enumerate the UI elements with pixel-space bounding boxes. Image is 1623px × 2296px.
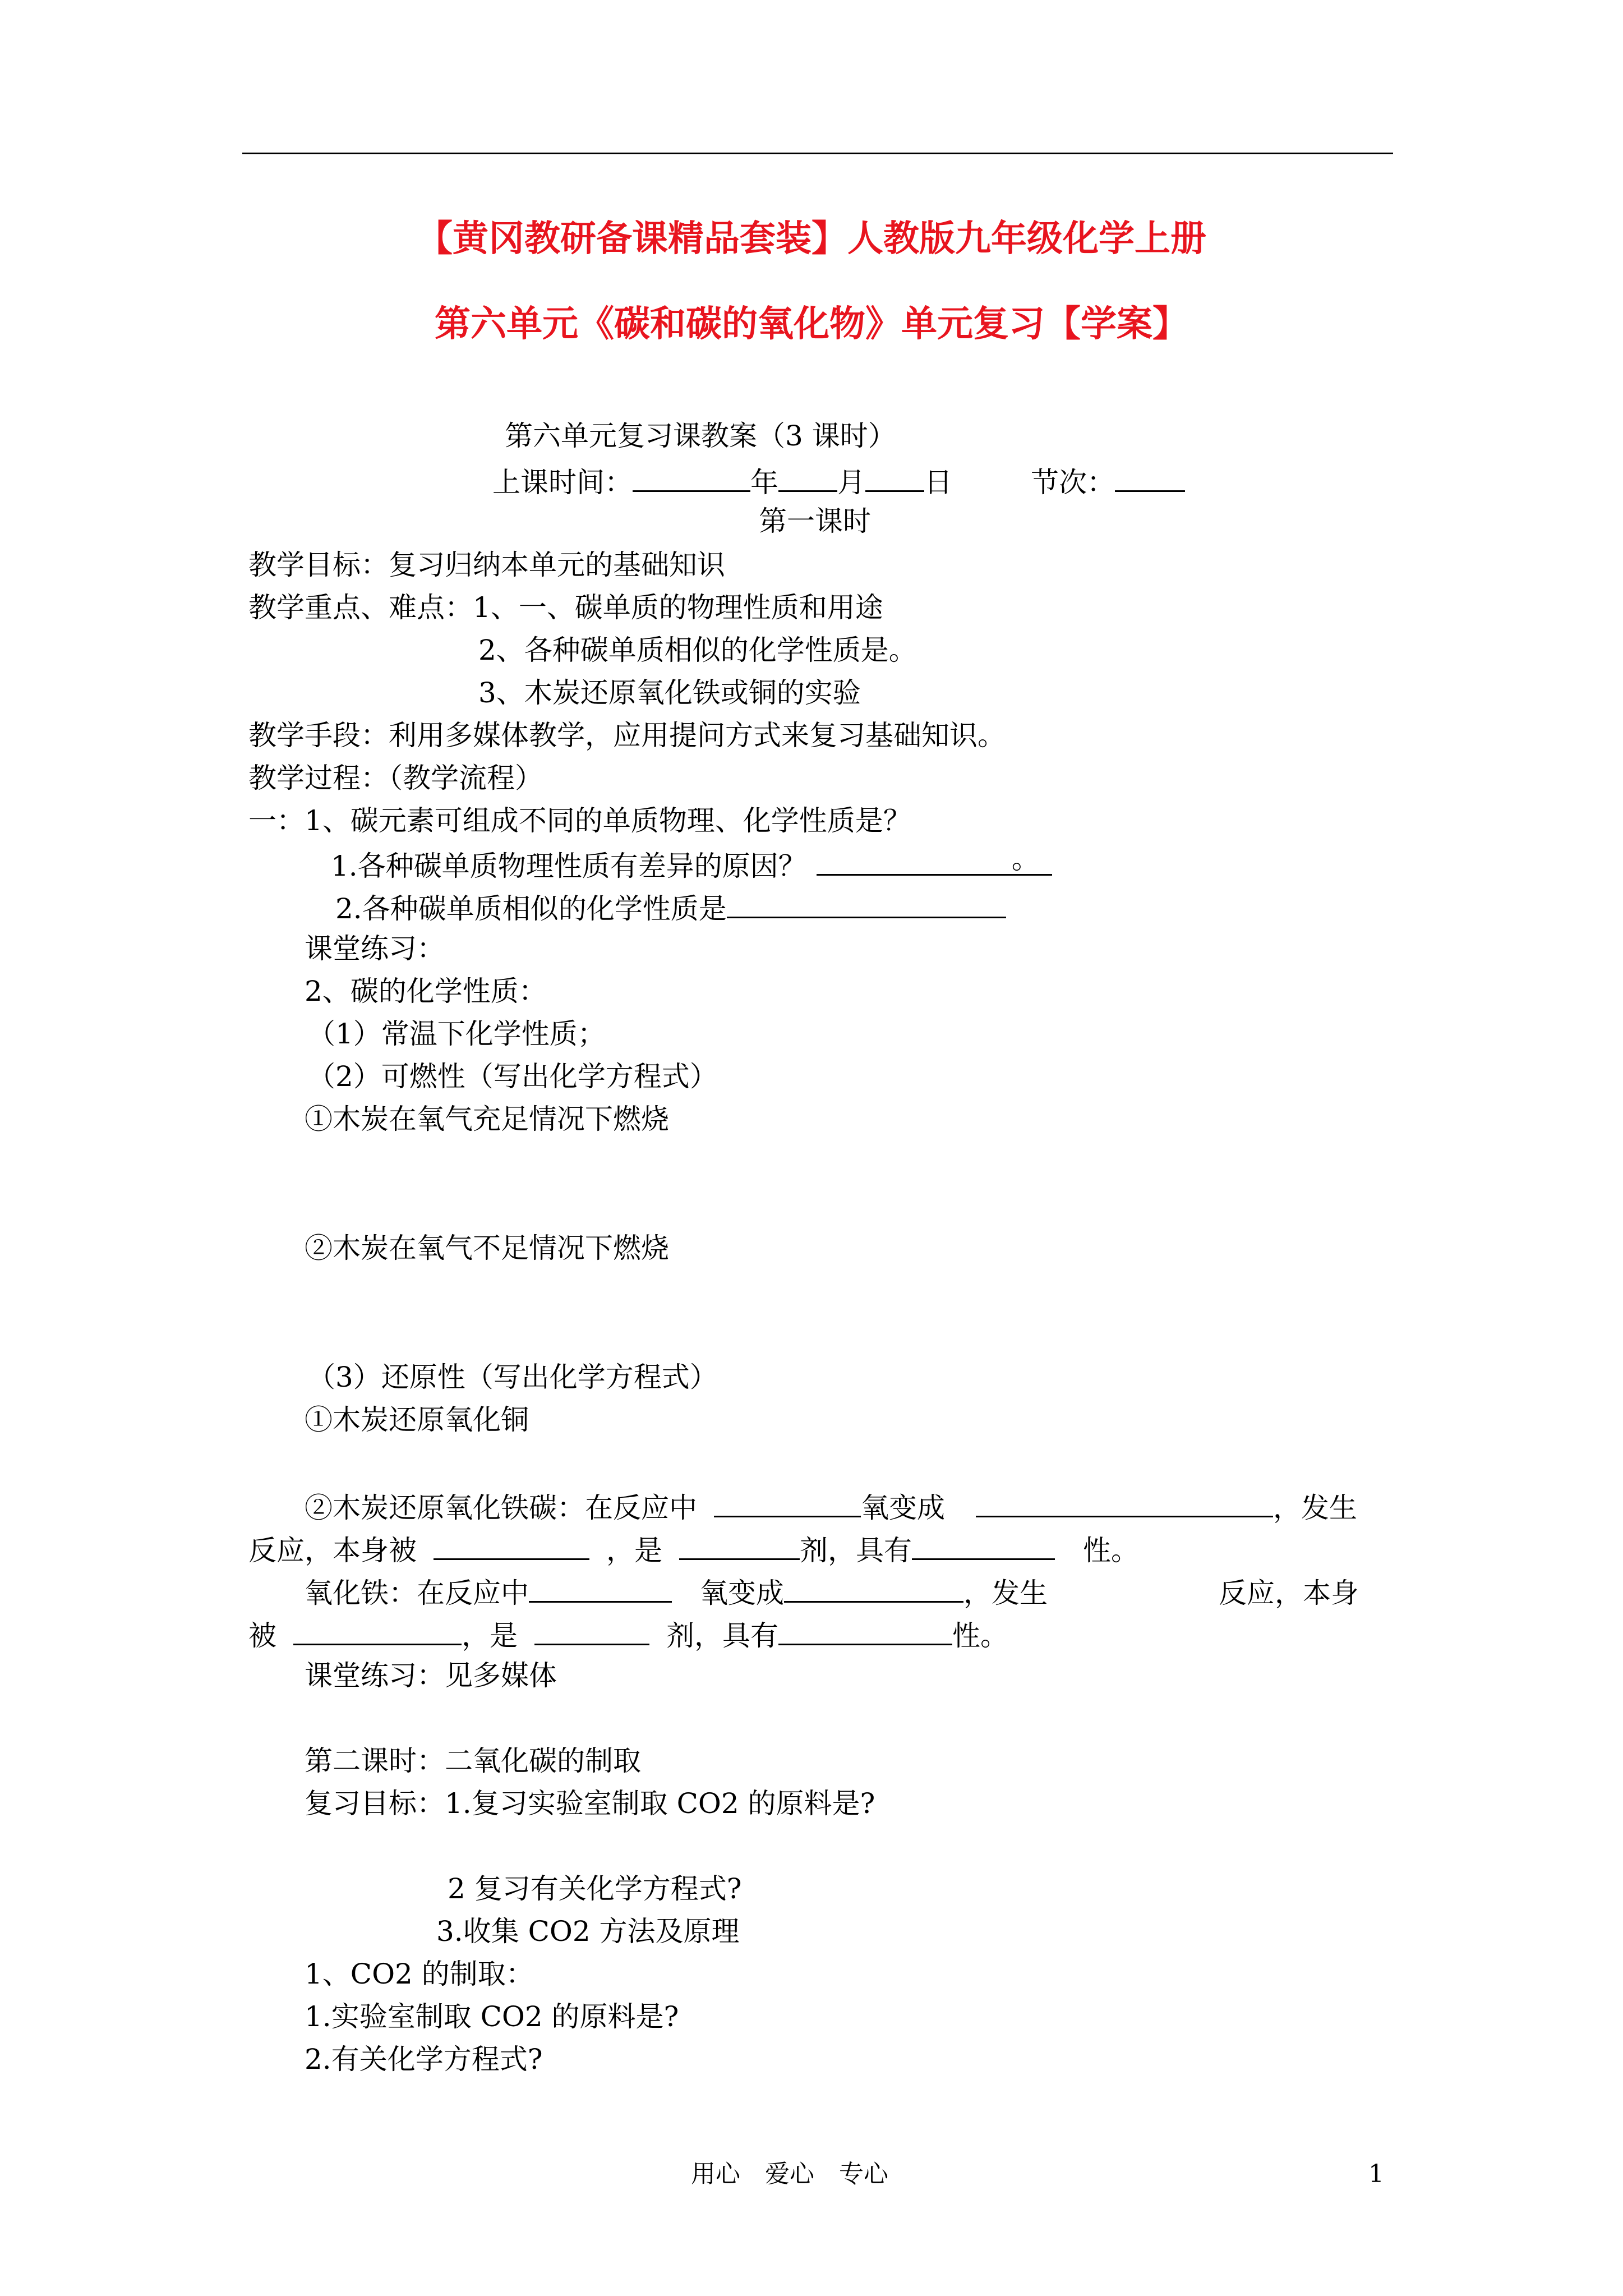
question-1a-period: 。 (1011, 843, 1040, 875)
reduce2-blank-3 (434, 1534, 589, 1560)
period-label: 节次： (1031, 466, 1115, 499)
co2-question-1: 1.实验室制取 CO2 的原料是? (305, 2000, 679, 2033)
ferric-e: 被 (248, 1619, 276, 1652)
reduce-iron-oxide-line (305, 1491, 1357, 1522)
question-1b (335, 892, 1006, 923)
question-1a-blank (817, 843, 1052, 876)
practice-2: 课堂练习：见多媒体 (305, 1659, 557, 1692)
teaching-process: 教学过程：（教学流程） (248, 762, 543, 794)
reduce2-b: 氧变成 (861, 1492, 945, 1524)
co2-preparation-title: 1、CO2 的制取： (305, 1958, 534, 1990)
reduce2-e: ，是 (606, 1534, 662, 1567)
period2-title: 第二课时：二氧化碳的制取 (305, 1745, 641, 1777)
ferric-blank-4 (534, 1619, 649, 1645)
question-1b-text: 2.各种碳单质相似的化学性质是 (335, 892, 727, 925)
question-1b-blank (727, 892, 1006, 918)
teaching-objective: 教学目标：复习归纳本单元的基础知识 (248, 549, 725, 581)
ferric-oxide-line-2 (248, 1619, 1008, 1650)
header-rule (242, 153, 1393, 154)
reduce-iron-oxide-line-2 (248, 1534, 1139, 1565)
month-blank (778, 466, 837, 492)
footer-motto: 用心 爱心 专心 (691, 2160, 888, 2188)
ferric-blank-1 (529, 1576, 672, 1603)
teaching-means: 教学手段：利用多媒体教学，应用提问方式来复习基础知识。 (248, 719, 1006, 752)
page-number: 1 (1368, 2160, 1384, 2188)
ferric-h: 性。 (952, 1619, 1008, 1652)
practice-1: 课堂练习： (305, 932, 445, 965)
question-1a-text: 1.各种碳单质物理性质有差异的原因？ (331, 850, 806, 882)
year-label: 年 (750, 466, 778, 499)
reduce2-blank-5 (912, 1534, 1055, 1560)
period1-title: 第一课时 (759, 505, 871, 537)
ferric-a: 氧化铁：在反应中 (305, 1577, 529, 1609)
prop-normal-temp: （1）常温下化学性质； (307, 1018, 606, 1050)
ferric-oxide-line (305, 1576, 1359, 1607)
prop-combustibility: （2）可燃性（写出化学方程式） (307, 1060, 718, 1093)
reduce2-c: ，发生 (1273, 1492, 1357, 1524)
reduce2-blank-1 (714, 1491, 861, 1517)
key-point-2: 2、各种碳单质相似的化学性质是。 (478, 634, 917, 666)
burn-insufficient-oxygen: ②木炭在氧气不足情况下燃烧 (305, 1232, 669, 1264)
ferric-blank-5 (778, 1619, 952, 1645)
month-label: 月 (837, 466, 865, 499)
key-point-1: 教学重点、难点：1、一、碳单质的物理性质和用途 (248, 591, 883, 624)
review-goal-3: 3.收集 CO2 方法及原理 (436, 1915, 740, 1948)
ferric-c: ，发生 (963, 1577, 1048, 1609)
ferric-blank-2 (784, 1576, 963, 1603)
question-1: 一：1、碳元素可组成不同的单质物理、化学性质是？ (248, 804, 911, 837)
reduce2-d: 反应，本身被 (248, 1534, 417, 1567)
reduce2-blank-2 (976, 1491, 1273, 1517)
carbon-chemical-props: 2、碳的化学性质： (305, 975, 547, 1007)
reduce2-a: ②木炭还原氧化铁碳：在反应中 (305, 1492, 697, 1524)
review-goal: 复习目标：1.复习实验室制取 CO2 的原料是? (305, 1787, 875, 1820)
document-subtitle: 第六单元《碳和碳的氧化物》单元复习【学案】 (435, 303, 1188, 345)
reduce2-blank-4 (679, 1534, 800, 1560)
key-point-3: 3、木炭还原氧化铁或铜的实验 (478, 677, 861, 709)
co2-question-2: 2.有关化学方程式? (305, 2043, 543, 2076)
day-label: 日 (924, 466, 952, 499)
ferric-d: 反应，本身 (1219, 1577, 1359, 1609)
review-goal-2: 2 复习有关化学方程式? (448, 1872, 742, 1905)
ferric-b: 氧变成 (700, 1577, 784, 1609)
ferric-blank-3 (293, 1619, 462, 1645)
reduce2-g: 性。 (1083, 1534, 1139, 1567)
lesson-header: 第六单元复习课教案（3 课时） (505, 420, 896, 452)
year-blank (633, 466, 750, 492)
question-1a (331, 843, 1052, 882)
prop-reducibility: （3）还原性（写出化学方程式） (307, 1361, 718, 1393)
ferric-f: ，是 (462, 1619, 518, 1652)
reduce2-f: 剂，具有 (800, 1534, 912, 1567)
period-blank (1115, 466, 1185, 492)
burn-sufficient-oxygen: ①木炭在氧气充足情况下燃烧 (305, 1103, 669, 1135)
day-blank (865, 466, 924, 492)
schedule-label: 上课时间： (492, 466, 633, 499)
document-title: 【黄冈教研备课精品套装】人教版九年级化学上册 (417, 218, 1206, 260)
ferric-g: 剂，具有 (666, 1619, 778, 1652)
schedule-line (492, 466, 1185, 499)
reduce-copper-oxide: ①木炭还原氧化铜 (305, 1404, 529, 1436)
